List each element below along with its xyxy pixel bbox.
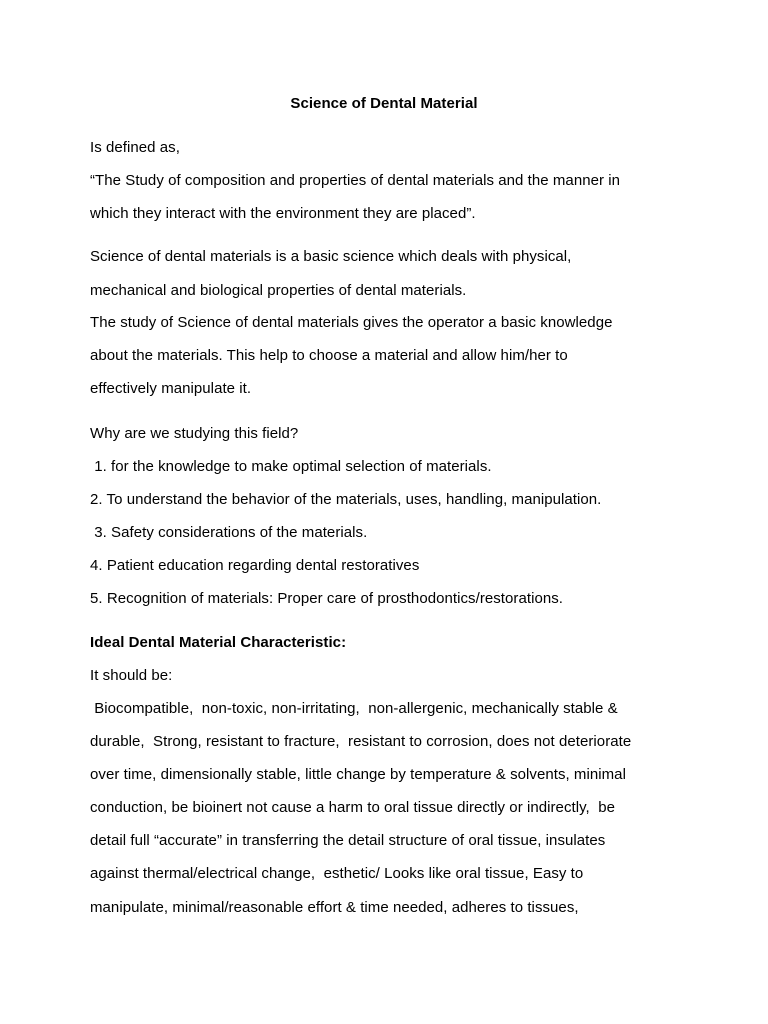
ideal-intro: It should be: — [90, 667, 173, 684]
definition-quote-line: “The Study of composition and properties of dental materials and the manner in — [90, 172, 621, 189]
ideal-heading: Ideal Dental Material Characteristic: — [90, 634, 347, 651]
definition-quote-line: which they interact with the environment they are placed”. — [90, 205, 476, 222]
page-title: Science of Dental Material — [290, 95, 478, 112]
why-list-item: 5. Recognition of materials: Proper care of prosthodontics/restorations. — [90, 590, 564, 607]
ideal-line: conduction, be bioinert not cause a harm to oral tissue directly or indirectly, be — [90, 799, 615, 816]
why-list-item: 3. Safety considerations of the materials. — [90, 524, 368, 541]
why-list-item: 4. Patient education regarding dental restoratives — [90, 557, 420, 574]
description-line: effectively manipulate it. — [90, 380, 252, 397]
ideal-line: durable, Strong, resistant to fracture, resistant to corrosion, does not deteriorate — [90, 733, 632, 750]
why-list-item: 1. for the knowledge to make optimal selection of materials. — [90, 458, 492, 475]
ideal-line: detail full “accurate” in transferring the detail structure of oral tissue, insulates — [90, 832, 606, 849]
ideal-line: over time, dimensionally stable, little change by temperature & solvents, minimal — [90, 766, 626, 783]
ideal-line: Biocompatible, non-toxic, non-irritating, non-allergenic, mechanically stable & — [90, 700, 618, 717]
why-list-item: 2. To understand the behavior of the materials, uses, handling, manipulation. — [90, 491, 602, 508]
ideal-line: against thermal/electrical change, esthetic/ Looks like oral tissue, Easy to — [90, 865, 584, 882]
definition-intro: Is defined as, — [90, 139, 180, 156]
ideal-line: manipulate, minimal/reasonable effort & time needed, adheres to tissues, — [90, 899, 579, 916]
description-line: mechanical and biological properties of dental materials. — [90, 282, 467, 299]
description-line: The study of Science of dental materials gives the operator a basic knowledge — [90, 314, 613, 331]
why-question: Why are we studying this field? — [90, 425, 299, 442]
description-line: Science of dental materials is a basic science which deals with physical, — [90, 248, 572, 265]
description-line: about the materials. This help to choose a material and allow him/her to — [90, 347, 568, 364]
